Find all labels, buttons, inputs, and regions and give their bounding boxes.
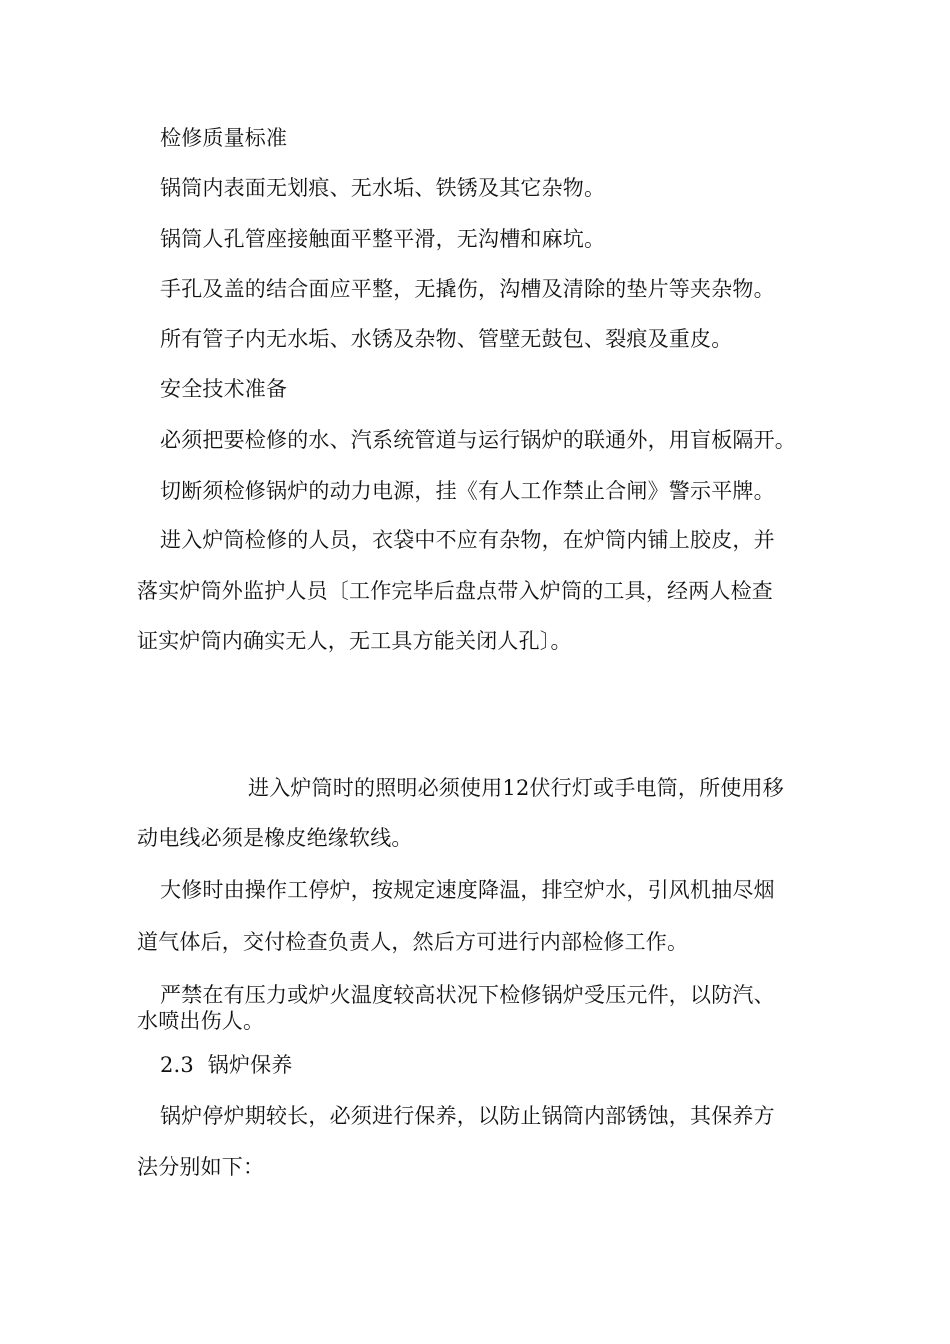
paragraph-line: 大修时由操作工停炉，按规定速度降温，排空炉水，引风机抽尽烟 — [160, 878, 775, 902]
section-heading-boiler-maintenance: 2.3 锅炉保养 — [160, 1053, 293, 1077]
paragraph-line: 水喷出伤人。 — [137, 1009, 265, 1033]
paragraph-line: 切断须检修锅炉的动力电源，挂《有人工作禁止合闸》警示平牌。 — [160, 479, 775, 503]
paragraph-line: 法分别如下： — [137, 1155, 265, 1179]
paragraph-line: 锅筒人孔管座接触面平整平滑，无沟槽和麻坑。 — [160, 227, 606, 251]
paragraph-line: 进入炉筒检修的人员，衣袋中不应有杂物，在炉筒内铺上胶皮，并 — [160, 528, 775, 552]
section-heading-safety-preparation: 安全技术准备 — [160, 377, 288, 401]
section-heading-quality-standard: 检修质量标准 — [160, 126, 288, 150]
paragraph-line: 锅筒内表面无划痕、无水垢、铁锈及其它杂物。 — [160, 176, 606, 200]
paragraph-line: 必须把要检修的水、汽系统管道与运行锅炉的联通外，用盲板隔开。 — [160, 428, 796, 452]
paragraph-line: 落实炉筒外监护人员〔工作完毕后盘点带入炉筒的工具，经两人检查 — [137, 579, 773, 603]
paragraph-line: 所有管子内无水垢、水锈及杂物、管壁无鼓包、裂痕及重皮。 — [160, 327, 733, 351]
paragraph-line: 严禁在有压力或炉火温度较高状况下检修锅炉受压元件，以防汽、 — [160, 983, 775, 1007]
paragraph-line: 道气体后，交付检查负责人，然后方可进行内部检修工作。 — [137, 930, 689, 954]
paragraph-line: 手孔及盖的结合面应平整，无撬伤，沟槽及清除的垫片等夹杂物。 — [160, 277, 775, 301]
paragraph-line: 证实炉筒内确实无人，无工具方能关闭人孔〕。 — [137, 629, 572, 653]
paragraph-line: 动电线必须是橡皮绝缘软线。 — [137, 826, 413, 850]
paragraph-line: 进入炉筒时的照明必须使用12伏行灯或手电筒，所使用移 — [248, 776, 784, 800]
paragraph-line: 锅炉停炉期较长，必须进行保养，以防止锅筒内部锈蚀，其保养方 — [160, 1104, 775, 1128]
